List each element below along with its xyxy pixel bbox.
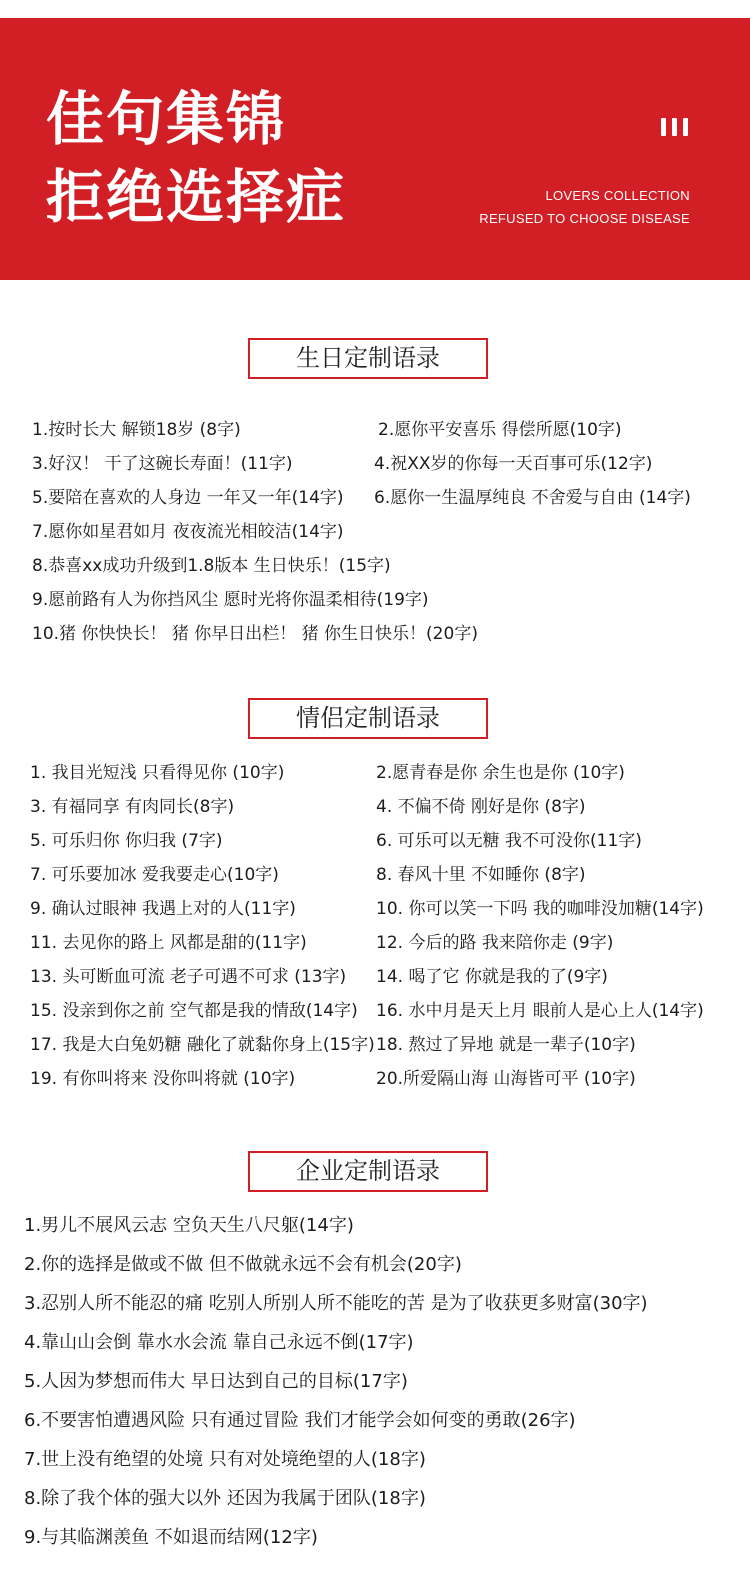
couple-item: 13. 头可断血可流 老子可遇不可求 (13字) bbox=[30, 967, 347, 987]
enterprise-item: 3.忍别人所不能忍的痛 吃别人所别人所不能吃的苦 是为了收获更多财富(30字) bbox=[24, 1293, 648, 1314]
couple-item: 5. 可乐归你 你归我 (7字) bbox=[30, 831, 223, 851]
birthday-item: 6.愿你一生温厚纯良 不舍爱与自由 (14字) bbox=[374, 488, 691, 508]
enterprise-item: 2.你的选择是做或不做 但不做就永远不会有机会(20字) bbox=[24, 1254, 462, 1275]
birthday-item: 1.按时长大 解锁18岁 (8字) bbox=[32, 420, 241, 440]
couple-item: 17. 我是大白兔奶糖 融化了就黏你身上(15字) bbox=[30, 1035, 375, 1055]
couple-item: 15. 没亲到你之前 空气都是我的情敌(14字) bbox=[30, 1001, 358, 1021]
birthday-item: 3.好汉！ 干了这碗长寿面！(11字) bbox=[32, 454, 293, 474]
birthday-item: 4.祝XX岁的你每一天百事可乐(12字) bbox=[374, 454, 653, 474]
couple-item: 16. 水中月是天上月 眼前人是心上人(14字) bbox=[376, 1001, 704, 1021]
birthday-item: 10.猪 你快快长！ 猪 你早日出栏！ 猪 你生日快乐！(20字) bbox=[32, 624, 478, 644]
birthday-item: 7.愿你如星君如月 夜夜流光相皎洁(14字) bbox=[32, 522, 344, 542]
birthday-item: 9.愿前路有人为你挡风尘 愿时光将你温柔相待(19字) bbox=[32, 590, 429, 610]
header-banner bbox=[0, 18, 750, 280]
couple-item: 8. 春风十里 不如睡你 (8字) bbox=[376, 865, 586, 885]
banner-title-line1: 佳句集锦 bbox=[46, 85, 287, 153]
couple-item: 3. 有福同享 有肉同长(8字) bbox=[30, 797, 235, 817]
section-title-enterprise: 企业定制语录 bbox=[248, 1151, 488, 1192]
section-title-birthday: 生日定制语录 bbox=[248, 338, 488, 379]
couple-item: 18. 熬过了异地 就是一辈子(10字) bbox=[376, 1035, 636, 1055]
birthday-item: 2.愿你平安喜乐 得偿所愿(10字) bbox=[378, 420, 622, 440]
enterprise-item: 9.与其临渊羡鱼 不如退而结网(12字) bbox=[24, 1527, 318, 1548]
couple-item: 20.所爱隔山海 山海皆可平 (10字) bbox=[376, 1069, 636, 1089]
birthday-item: 8.恭喜xx成功升级到1.8版本 生日快乐！(15字) bbox=[32, 556, 391, 576]
enterprise-item: 8.除了我个体的强大以外 还因为我属于团队(18字) bbox=[24, 1488, 426, 1509]
enterprise-item: 4.靠山山会倒 靠水水会流 靠自己永远不倒(17字) bbox=[24, 1332, 414, 1353]
enterprise-item: 1.男儿不展风云志 空负天生八尺躯(14字) bbox=[24, 1215, 354, 1236]
enterprise-item: 7.世上没有绝望的处境 只有对处境绝望的人(18字) bbox=[24, 1449, 426, 1470]
couple-item: 9. 确认过眼神 我遇上对的人(11字) bbox=[30, 899, 296, 919]
couple-item: 19. 有你叫将来 没你叫将就 (10字) bbox=[30, 1069, 296, 1089]
couple-item: 14. 喝了它 你就是我的了(9字) bbox=[376, 967, 608, 987]
banner-subtitle-line1: LOVERS COLLECTION bbox=[545, 188, 690, 203]
banner-subtitle-line2: REFUSED TO CHOOSE DISEASE bbox=[479, 211, 690, 226]
couple-item: 1. 我目光短浅 只看得见你 (10字) bbox=[30, 763, 285, 783]
couple-item: 4. 不偏不倚 刚好是你 (8字) bbox=[376, 797, 586, 817]
couple-item: 7. 可乐要加冰 爱我要走心(10字) bbox=[30, 865, 279, 885]
section-title-couple: 情侣定制语录 bbox=[248, 698, 488, 739]
banner-title-line2: 拒绝选择症 bbox=[46, 163, 347, 231]
couple-item: 2.愿青春是你 余生也是你 (10字) bbox=[376, 763, 625, 783]
enterprise-item: 5.人因为梦想而伟大 早日达到自己的目标(17字) bbox=[24, 1371, 408, 1392]
couple-item: 11. 去见你的路上 风都是甜的(11字) bbox=[30, 933, 307, 953]
enterprise-item: 6.不要害怕遭遇风险 只有通过冒险 我们才能学会如何变的勇敢(26字) bbox=[24, 1410, 576, 1431]
couple-item: 12. 今后的路 我来陪你走 (9字) bbox=[376, 933, 614, 953]
couple-item: 10. 你可以笑一下吗 我的咖啡没加糖(14字) bbox=[376, 899, 704, 919]
birthday-item: 5.要陪在喜欢的人身边 一年又一年(14字) bbox=[32, 488, 344, 508]
couple-item: 6. 可乐可以无糖 我不可没你(11字) bbox=[376, 831, 642, 851]
bars-icon bbox=[661, 118, 694, 140]
